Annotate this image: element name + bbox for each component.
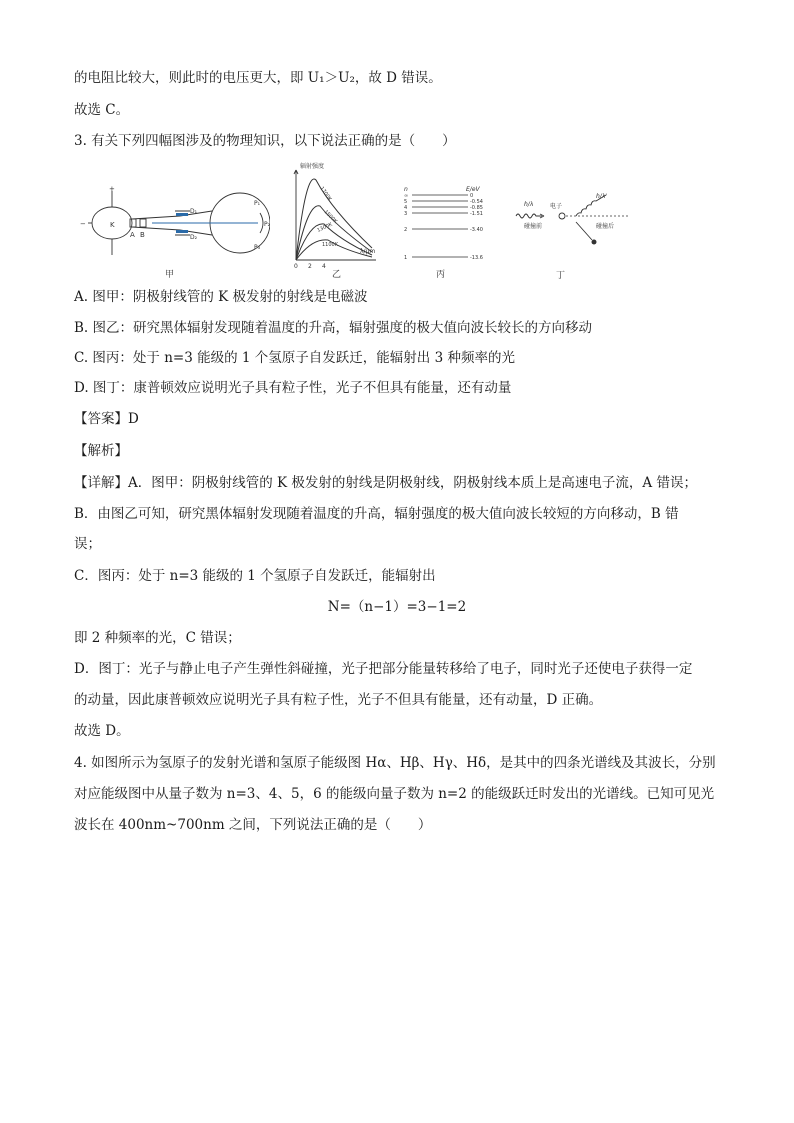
detail-line: C．图丙：处于 n=3 能级的 1 个氢原子自发跃迁，能辐射出 [74,568,436,584]
figure-jia-cathode-ray-tube [70,183,270,278]
question-4-stem: 4. 如图所示为氢原子的发射光谱和氢原子能级图 Hα、Hβ、Hγ、Hδ，是其中的四条光谱线及其波长，分别 [74,755,716,771]
question-4-stem: 波长在 400nm~700nm 之间，下列说法正确的是（ ） [74,817,432,833]
detail-line: 的动量，因此康普顿效应说明光子具有粒子性，光子不但具有能量，还有动量，D 正确。 [74,692,603,708]
energy-level-n: 4 [404,205,408,211]
after-label: 碰撞后 [596,223,615,230]
energy-level-n: 3 [404,211,408,217]
curve-label: 1100K [322,242,339,248]
formula: N=（n−1）=3−1=2 [327,599,467,615]
option-c: C. 图丙：处于 n=3 能级的 1 个氢原子自发跃迁，能辐射出 3 种频率的光 [74,350,515,366]
detail-line: 故选 D。 [74,723,130,739]
detail-line: D．图丁：光子与静止电子产生弹性斜碰撞，光子把部分能量转移给了电子，同时光子还使电子获得一定 [74,661,693,677]
axis-label-x: λ/μm [360,248,376,255]
option-a: A. 图甲：阴极射线管的 K 极发射的射线是电磁波 [74,289,368,305]
energy-level-e: -3.40 [470,227,483,233]
figure-yi-blackbody [282,160,382,278]
option-d: D. 图丁：康普顿效应说明光子具有粒子性，光子不但具有能量，还有动量 [74,380,512,396]
curve-label: 1700K [318,185,333,203]
label-K: K [110,221,115,229]
question-4-stem: 对应能级图中从量子数为 n=3、4、5，6 的能级向量子数为 n=2 的能级跃迁时发出的光谱线。已知可见光 [74,786,715,802]
label-P3: P₃ [254,244,261,251]
energy-level-n: 5 [404,199,408,205]
label-B: B [140,231,145,239]
label-P2: P₂ [264,221,270,228]
detail-line: B．由图乙可知，研究黑体辐射发现随着温度的升高，辐射强度的极大值向波长较短的方向移动，B 错 [74,506,679,522]
figure-ding-compton [510,192,640,281]
curve-label: 1300K [316,221,334,234]
photon-out-label: h/λ' [596,193,608,200]
axis-label-y: 辐射强度 [300,163,325,170]
figure-bing-energy-levels [398,185,498,278]
question-3-stem: 3. 有关下列四幅图涉及的物理知识，以下说法正确的是（ ） [74,133,456,149]
energy-level-n: 1 [404,255,408,261]
label-minus: − [80,220,86,228]
electron-label: 电子 [550,203,563,210]
tick-2: 2 [308,263,312,270]
figure-caption-ding: 丁 [556,271,566,281]
analysis-label: 【解析】 [74,443,128,459]
tick-4: 4 [322,263,326,270]
label-P1: P₁ [254,200,261,207]
figure-caption-jia: 甲 [165,270,175,280]
option-b: B. 图乙：研究黑体辐射发现随着温度的升高，辐射强度的极大值向波长较长的方向移动 [74,320,593,336]
photon-in-label: h/λ [524,201,534,208]
e-label: E/eV [466,186,480,193]
figure-caption-yi: 乙 [332,270,342,280]
text-line: 故选 C。 [74,102,130,118]
detail-line: 即 2 种频率的光，C 错误； [74,630,241,646]
n-label: n [404,186,408,193]
energy-level-n: 2 [404,227,408,233]
label-D2: D₂ [190,234,198,241]
before-label: 碰撞前 [524,223,543,230]
tick-0: 0 [294,263,298,270]
energy-level-e: 0 [470,193,474,199]
energy-level-e: -1.51 [470,211,483,217]
curve-label: 1500K [322,209,339,225]
text-line: 的电阻比较大，则此时的电压更大，即 U₁＞U₂，故 D 错误。 [74,70,442,86]
figure-caption-bing: 丙 [436,270,446,280]
energy-level-e: -13.6 [470,255,483,261]
label-A: A [130,231,135,239]
energy-level-e: -0.54 [470,199,483,205]
label-plus: + [109,185,115,193]
answer-label: 【答案】D [74,411,139,427]
label-D1: D₁ [190,208,198,215]
detail-line: 【详解】A．图甲：阴极射线管的 K 极发射的射线是阴极射线，阴极射线本质上是高速电子流，A 错误； [74,475,697,491]
detail-line: 误； [74,536,101,552]
energy-level-e: -0.85 [470,205,483,211]
energy-level-n: ∞ [404,193,409,199]
